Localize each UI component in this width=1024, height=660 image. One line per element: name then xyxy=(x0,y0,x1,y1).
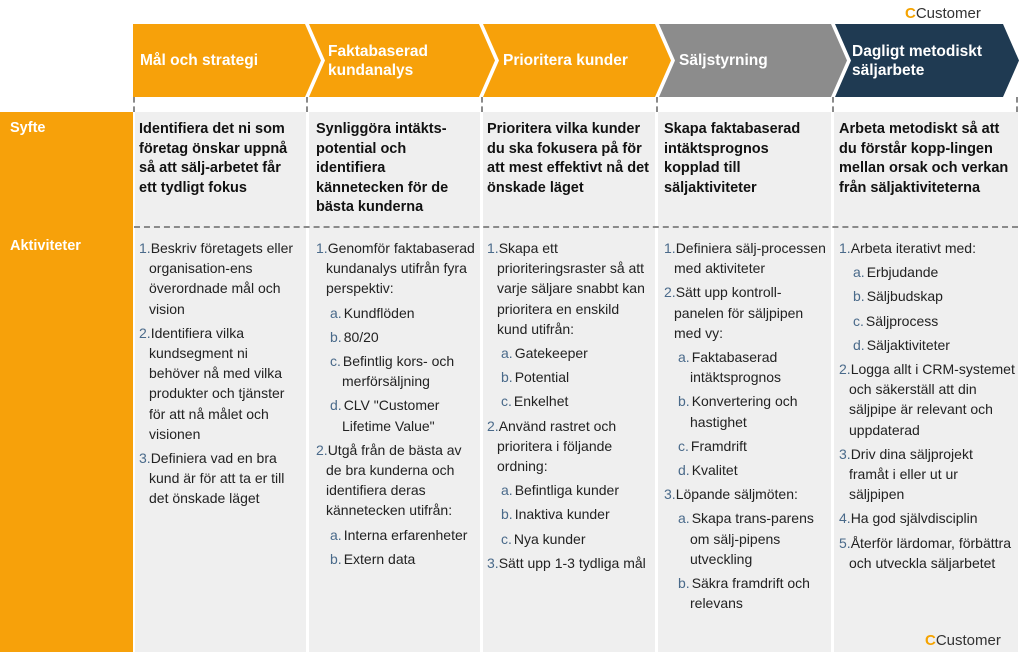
activity-item xyxy=(139,323,301,444)
activity-item xyxy=(316,440,476,521)
activity-subitem xyxy=(664,508,830,569)
subitem-letter: b. xyxy=(678,393,690,410)
divider-4 xyxy=(656,97,658,112)
activity-item xyxy=(839,444,1015,505)
purpose-1: Identifiera det ni som företag önskar uppnå så att sälj-arbetet får ett tydligt fokus xyxy=(139,121,288,196)
subitem-text: Erbjudande xyxy=(866,264,939,281)
subitem-text: 80/20 xyxy=(343,328,379,345)
activity-text: Driv dina säljprojekt framåt i eller ut ur säljpipen xyxy=(849,445,973,503)
activity-subitem xyxy=(664,347,830,387)
activities-3 xyxy=(487,238,653,577)
activity-item xyxy=(487,238,653,339)
activity-subitem xyxy=(839,262,1015,282)
activity-number: 5. xyxy=(839,534,851,551)
subitem-letter: c. xyxy=(330,353,341,370)
activity-number: 1. xyxy=(316,240,328,256)
activity-subitem xyxy=(487,391,653,411)
purpose-4: Skapa faktabaserad intäktsprognos kopplad till säljaktiviteter xyxy=(664,121,801,196)
activity-item xyxy=(487,416,653,477)
subitem-text: Kvalitet xyxy=(691,462,738,479)
subitem-text: Kundflöden xyxy=(343,304,415,321)
subitem-letter: b. xyxy=(501,369,513,386)
activity-subitem xyxy=(487,504,653,524)
activity-text: Skapa ett prioriteringsraster så att varje säljare snabbt kan prioritera en enskild kund utifrån: xyxy=(497,240,645,337)
activity-item xyxy=(839,533,1015,573)
activity-item xyxy=(664,282,830,343)
activity-number: 2. xyxy=(139,324,151,341)
subitem-text: Konvertering och hastighet xyxy=(690,393,798,430)
activity-text: Definiera vad en bra kund är för att ta er till det önskade läget xyxy=(149,450,285,507)
subitem-text: Faktabaserad intäktsprognos xyxy=(690,349,782,386)
activity-subitem xyxy=(487,480,653,500)
activity-number: 1. xyxy=(487,240,499,256)
subitem-text: Befintliga kunder xyxy=(514,482,619,499)
activity-subitem xyxy=(316,351,476,391)
subitem-letter: c. xyxy=(501,393,512,410)
subitem-text: Gatekeeper xyxy=(514,345,588,362)
activity-number: 4. xyxy=(839,510,851,527)
divider-3 xyxy=(481,97,483,112)
activity-text: Beskriv företagets eller organisation-ens överordnade mål och vision xyxy=(149,240,294,317)
activity-text: Löpande säljmöten: xyxy=(675,486,798,503)
subitem-text: Skapa trans-parens om sälj-pipens utveckling xyxy=(690,510,814,567)
activity-number: 2. xyxy=(664,284,676,301)
activity-subitem xyxy=(664,460,830,480)
activity-subitem xyxy=(839,286,1015,306)
subitem-letter: b. xyxy=(678,575,690,592)
subitem-letter: d. xyxy=(853,336,865,353)
activity-subitem xyxy=(839,311,1015,331)
activity-subitem xyxy=(316,303,476,323)
subitem-text: Framdrift xyxy=(690,437,747,454)
subitem-letter: a. xyxy=(330,304,342,321)
subitem-letter: a. xyxy=(678,349,690,366)
activity-number: 1. xyxy=(139,240,151,256)
stage-3-label: Prioritera kunder xyxy=(503,52,628,69)
activity-subitem xyxy=(487,343,653,363)
row-separator xyxy=(134,226,1018,228)
activities-2 xyxy=(316,238,476,573)
activity-number: 1. xyxy=(839,240,851,256)
stage-5-label: Dagligt metodiskt säljarbete xyxy=(852,42,983,79)
row-labels-sidebar xyxy=(0,112,133,652)
subitem-text: Säljprocess xyxy=(865,312,939,329)
activity-number: 1. xyxy=(664,240,676,256)
divider-1 xyxy=(133,97,135,112)
subitem-letter: d. xyxy=(330,397,342,414)
activity-text: Ha god självdisciplin xyxy=(850,510,978,527)
stage-1-label: Mål och strategi xyxy=(140,52,258,69)
subitem-letter: b. xyxy=(501,506,513,523)
subitem-text: Säljbudskap xyxy=(866,288,943,305)
subitem-text: Potential xyxy=(514,369,570,386)
activity-text: Återför lärdomar, förbättra och utveckla säljarbetet xyxy=(849,534,1011,571)
activity-text: Sätt upp 1-3 tydliga mål xyxy=(498,554,646,571)
subitem-letter: a. xyxy=(853,264,865,281)
activity-text: Arbeta iterativt med: xyxy=(850,240,976,256)
activity-number: 2. xyxy=(487,417,499,434)
activity-item xyxy=(316,238,476,299)
purpose-3: Prioritera vilka kunder du ska fokusera på för att mest effektivt nå det önskade läget xyxy=(487,121,649,196)
activity-item xyxy=(139,238,301,319)
activity-subitem xyxy=(316,395,476,435)
activity-subitem xyxy=(316,327,476,347)
activity-item xyxy=(839,359,1015,440)
activities-1 xyxy=(139,238,301,513)
activity-subitem xyxy=(664,436,830,456)
activity-number: 3. xyxy=(664,486,676,503)
subitem-text: Säljaktiviteter xyxy=(866,336,950,353)
activity-number: 3. xyxy=(139,450,151,467)
activities-5 xyxy=(839,238,1015,577)
row-label-aktiviteter: Aktiviteter xyxy=(10,238,81,254)
brand-logo-top: CCustomer xyxy=(905,5,981,22)
activities-4 xyxy=(664,238,830,617)
row-label-syfte: Syfte xyxy=(10,120,46,136)
stage-4-label: Säljstyrning xyxy=(679,52,768,69)
subitem-text: Interna erfarenheter xyxy=(343,526,468,543)
subitem-text: Nya kunder xyxy=(513,530,586,547)
activity-subitem xyxy=(316,525,476,545)
divider-2 xyxy=(306,97,308,112)
subitem-text: CLV "Customer Lifetime Value" xyxy=(342,397,440,434)
subitem-letter: a. xyxy=(678,510,690,527)
subitem-letter: a. xyxy=(501,482,513,499)
purpose-5: Arbeta metodiskt så att du förstår kopp-lingen mellan orsak och verkan från säljaktiviteterna xyxy=(839,121,1009,196)
subitem-letter: c. xyxy=(853,312,864,329)
activity-text: Identifiera vilka kundsegment ni behöver nå med vilka produkter och tjänster för att nå målet och visionen xyxy=(149,324,285,442)
activity-item xyxy=(139,448,301,509)
activity-item xyxy=(664,238,830,278)
activity-text: Genomför faktabaserad kundanalys utifrån fyra perspektiv: xyxy=(326,240,475,297)
subitem-text: Säkra framdrift och relevans xyxy=(690,575,810,612)
activity-subitem xyxy=(316,549,476,569)
activity-subitem xyxy=(664,573,830,613)
activity-text: Sätt upp kontroll-panelen för säljpipen med vy: xyxy=(674,284,804,341)
subitem-letter: a. xyxy=(330,526,342,543)
subitem-text: Extern data xyxy=(343,550,416,567)
activity-text: Använd rastret och prioritera i följande ordning: xyxy=(497,417,617,475)
activity-text: Utgå från de bästa av de bra kunderna och identifiera deras kännetecken utifrån: xyxy=(326,441,462,519)
subitem-letter: b. xyxy=(853,288,865,305)
subitem-letter: c. xyxy=(678,437,689,454)
subitem-text: Enkelhet xyxy=(513,393,569,410)
activity-subitem xyxy=(487,529,653,549)
activity-subitem xyxy=(487,367,653,387)
activity-number: 2. xyxy=(316,441,328,458)
activity-number: 2. xyxy=(839,361,851,378)
stage-2-label: Faktabaserad kundanalys xyxy=(328,42,428,79)
divider-5 xyxy=(832,97,834,112)
activity-subitem xyxy=(664,391,830,431)
subitem-text: Befintlig kors- och merförsäljning xyxy=(342,353,455,390)
activity-subitem xyxy=(839,335,1015,355)
activity-number: 3. xyxy=(487,554,499,571)
subitem-text: Inaktiva kunder xyxy=(514,506,610,523)
activity-item xyxy=(839,238,1015,258)
activity-number: 3. xyxy=(839,445,851,462)
activity-item xyxy=(839,508,1015,528)
subitem-letter: c. xyxy=(501,530,512,547)
purpose-2: Synliggöra intäkts-potential och identifiera kännetecken för de bästa kunderna xyxy=(316,121,449,215)
activity-text: Definiera sälj-processen med aktiviteter xyxy=(674,240,826,277)
activity-item xyxy=(664,484,830,504)
activity-text: Logga allt i CRM-systemet och säkerställ att din säljpipe är relevant och uppdaterad xyxy=(849,361,1015,438)
subitem-letter: d. xyxy=(678,462,690,479)
subitem-letter: b. xyxy=(330,550,342,567)
subitem-letter: a. xyxy=(501,345,513,362)
subitem-letter: b. xyxy=(330,328,342,345)
activity-item xyxy=(487,553,653,573)
divider-6 xyxy=(1016,97,1018,112)
brand-logo-bottom: CCustomer xyxy=(925,632,1001,649)
